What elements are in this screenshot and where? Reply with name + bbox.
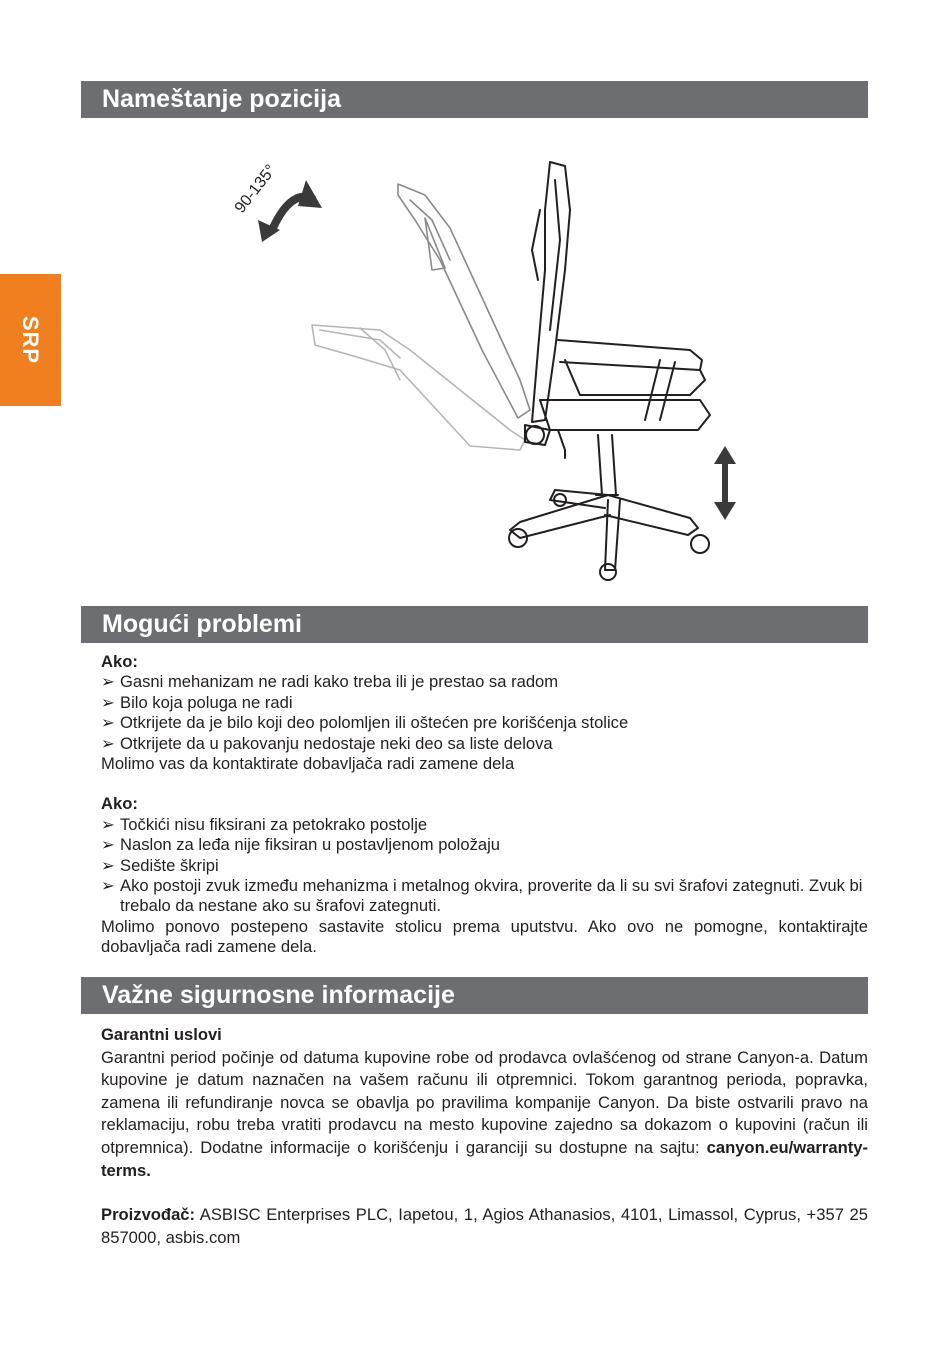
problems-content [101,652,868,958]
bullet-arrow-icon: ➢ [101,713,115,733]
manufacturer-label: Proizvođač: [101,1205,196,1225]
problems-footer-1: Molimo vas da kontaktirate dobavljača radi zamene dela [101,754,515,774]
bullet-arrow-icon: ➢ [101,835,115,855]
manufacturer-text: ASBISC Enterprises PLC, Iapetou, 1, Agios Athanasios, 4101, Limassol, Cyprus, +357 25 857000, asbis.com [101,1205,868,1247]
language-tab-label: SRP [18,315,43,365]
list-item: ➢ Sedište škripi [101,855,219,875]
list-item: ➢ Gasni mehanizam ne radi kako treba ili je prestao sa radom [101,672,559,692]
chair-recline-illustration [220,150,740,590]
problems-footer-2: Molimo ponovo postepeno sastavite stolicu prema uputstvu. Ako ovo ne pomogne, kontaktirajte dobavljača radi zamene dela. [101,916,868,957]
list-item: ➢ Bilo koja poluga ne radi [101,692,293,712]
bullet-arrow-icon: ➢ [101,692,115,712]
manufacturer-info [101,1204,868,1249]
warranty-heading: Garantni uslovi [101,1025,222,1044]
problems-lead-1: Ako: [101,652,138,671]
recline-angle-label: 90-135° [231,161,280,217]
language-tab [0,274,61,406]
warranty-link[interactable]: canyon.eu/warranty-terms. [101,1137,868,1180]
list-item: ➢ Otkrijete da u pakovanju nedostaje neki deo sa liste delova [101,733,553,753]
section-title-adjust: Nameštanje pozicija [81,81,868,118]
list-item: ➢ Ako postoji zvuk između mehanizma i metalnog okvira, proverite da li su svi šrafovi zategnuti. Zvuk bi trebalo da nestane ako su šrafovi zategnuti. [101,876,863,916]
safety-content [101,1024,868,1249]
list-item: ➢ Naslon za leđa nije fiksiran u postavljenom položaju [101,835,501,855]
problems-lead-2: Ako: [101,794,138,814]
section-title-safety: Važne sigurnosne informacije [81,977,868,1014]
bullet-arrow-icon: ➢ [101,876,115,896]
warranty-paragraph: Garantni period počinje od datuma kupovine robe od prodavca ovlašćenog od strane Canyon-a. Datum kupovine je datum naznačen na vašem računu ili otpremnici. Tokom garantnog perioda, popravka, zamena ili refundiranje novca se obavlja po pravilima kompanije Canyon. Da biste ostvarili pravo na reklamaciju, robu treba vratiti prodavcu na mesto kupovine zajedno sa dokazom o kupovini (račun ili otpremnica). Dodatne informacije o korišćenju i garanciji su dostupne na sajtu: canyon.eu/warranty-terms. [101,1047,868,1180]
section-title-problems: Mogući problemi [81,606,868,643]
list-item: ➢ Točkići nisu fiksirani za petokrako postolje [101,814,428,834]
bullet-arrow-icon: ➢ [101,814,115,834]
bullet-arrow-icon: ➢ [101,733,115,753]
list-item: ➢ Otkrijete da je bilo koji deo polomljen ili oštećen pre korišćenja stolice [101,713,629,733]
bullet-arrow-icon: ➢ [101,672,115,692]
bullet-arrow-icon: ➢ [101,855,115,875]
